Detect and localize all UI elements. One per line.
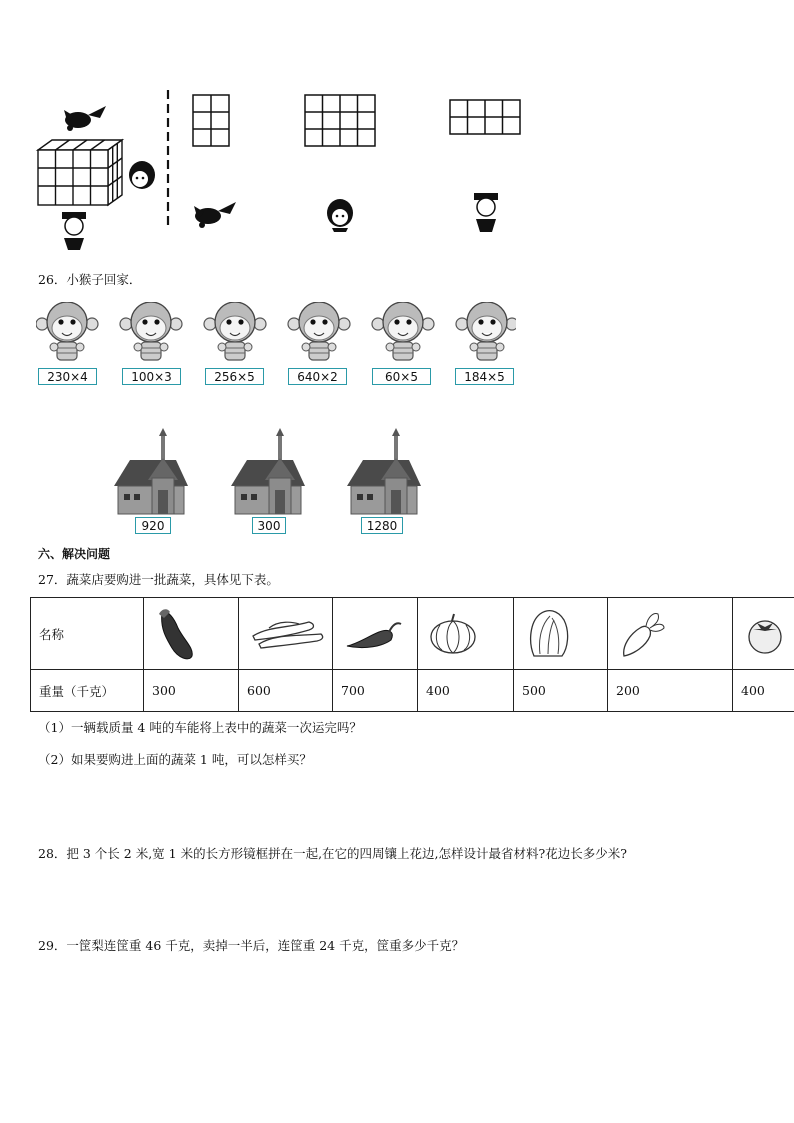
monkeys-row [36, 302, 516, 368]
section-title: 六、解决问题 [38, 547, 111, 561]
house-icon-3 [347, 428, 421, 514]
weight-pepper: 700 [333, 670, 418, 712]
monkey-expr-5: 60×5 [372, 368, 431, 385]
weight-radish: 200 [608, 670, 733, 712]
houses-row [112, 428, 424, 516]
pumpkin-cell [418, 598, 514, 670]
view-grid-1 [193, 95, 229, 146]
bird-icon [194, 202, 236, 228]
peas-icon [249, 614, 329, 654]
monkey-icon-4 [288, 302, 350, 360]
view-grid-2 [305, 95, 375, 146]
table-row-names [31, 598, 794, 670]
house-value-1: 920 [135, 517, 171, 534]
weight-eggplant: 300 [144, 670, 239, 712]
monkey-expr-6: 184×5 [455, 368, 514, 385]
cabbage-cell [514, 598, 608, 670]
weight-cabbage: 500 [514, 670, 608, 712]
monkey-icon-2 [120, 302, 182, 360]
cabbage-icon [524, 608, 574, 660]
view-grid-3 [450, 100, 520, 134]
weight-label: 重量（千克） [31, 670, 144, 712]
pumpkin-icon [428, 612, 478, 656]
boy-icon [474, 193, 498, 232]
table-row-weights [31, 670, 794, 712]
q28-text: 28．把 3 个长 2 米,宽 1 米的长方形镜框拼在一起,在它的四周镶上花边,怎样设计最省材料?花边长多少米? [38, 846, 627, 861]
cube-block [38, 140, 122, 205]
pepper-icon [343, 614, 403, 654]
weight-pumpkin: 400 [418, 670, 514, 712]
bird-icon [64, 106, 106, 131]
boy-icon [62, 212, 86, 250]
tomato-cell [733, 598, 794, 670]
weight-tomato: 400 [733, 670, 794, 712]
monkey-expr-2: 100×3 [122, 368, 181, 385]
monkey-expr-3: 256×5 [205, 368, 264, 385]
vegetable-table [30, 597, 794, 712]
radish-cell [608, 598, 733, 670]
q27-title: 27．蔬菜店要购进一批蔬菜，具体见下表。 [38, 572, 279, 587]
eggplant-cell [144, 598, 239, 670]
peas-cell [239, 598, 333, 670]
tomato-icon [743, 613, 787, 655]
monkey-icon-3 [204, 302, 266, 360]
girl-icon [129, 161, 155, 189]
girl-icon [327, 199, 353, 232]
name-label: 名称 [31, 598, 144, 670]
house-icon-2 [231, 428, 305, 514]
views-figure [30, 80, 540, 255]
monkey-expr-4: 640×2 [288, 368, 347, 385]
pepper-cell [333, 598, 418, 670]
house-value-3: 1280 [361, 517, 403, 534]
monkey-icon-5 [372, 302, 434, 360]
weight-peas: 600 [239, 670, 333, 712]
house-icon-1 [114, 428, 188, 514]
house-value-2: 300 [252, 517, 286, 534]
eggplant-icon [154, 606, 204, 662]
q27-sub2: （2）如果要购进上面的蔬菜 1 吨，可以怎样买？ [38, 752, 312, 767]
monkey-icon-1 [36, 302, 98, 360]
monkey-icon-6 [456, 302, 516, 360]
q29-text: 29．一筐梨连筐重 46 千克，卖掉一半后，连筐重 24 千克，筐重多少千克？ [38, 938, 465, 953]
q27-sub1: （1）一辆载质量 4 吨的车能将上表中的蔬菜一次运完吗？ [38, 720, 362, 735]
q26-title: 26．小猴子回家． [38, 272, 142, 287]
monkey-expr-1: 230×4 [38, 368, 97, 385]
radish-icon [618, 608, 668, 660]
